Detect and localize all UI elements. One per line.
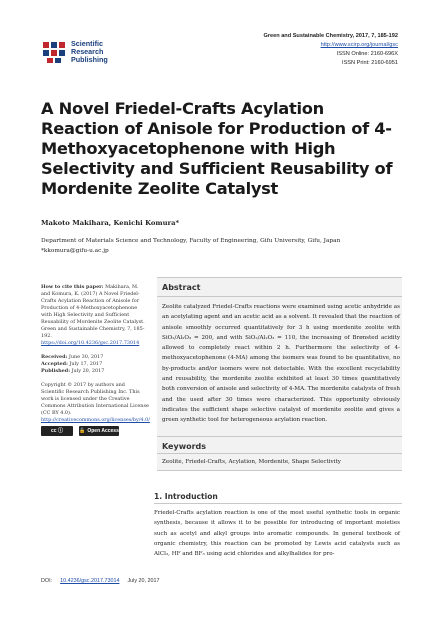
abstract-heading: Abstract (162, 283, 201, 292)
accepted-date: July 17, 2017 (69, 361, 103, 367)
footer-date: July 20, 2017 (127, 578, 160, 584)
publisher-line-1: Scientific (71, 39, 103, 48)
license-link[interactable]: http://creativecommons.org/licenses/by/4.0/ (41, 417, 150, 423)
open-access-badge (79, 426, 119, 436)
scirp-logo-icon (41, 40, 67, 64)
footer-doi-label: DOI: (41, 578, 53, 584)
copyright-block (41, 382, 149, 436)
published-label: Published: (41, 368, 71, 374)
page-footer (41, 578, 160, 584)
introduction-text: Friedel-Crafts acylation reaction is one of the most useful synthetic tools in organic synthesis, because it allows it to be possible for introducing of important moieties such as acetyl and alkyl groups into aromatic compounds. In general textbook of organic chemistry, this reaction can be promoted by Lewis acid catalysts such as AlCl₃, HF and BF₃ using acid chlorides and alkylhalides for pro- (154, 510, 400, 558)
article-title: A Novel Friedel-Crafts Acylation Reaction of Anisole for Production of 4-Methoxyacetophenone with High Selectivity and Sufficient Reusability of Mordenite Zeolite Catalyst (41, 99, 393, 198)
abstract-top-rule (157, 277, 402, 278)
affiliation: Department of Materials Science and Technology, Faculty of Engineering, Gifu University, Gifu, Japan (41, 238, 341, 244)
license-badges (41, 426, 149, 436)
footer-doi-link[interactable]: 10.4236/gsc.2017.73014 (60, 578, 120, 584)
publisher-line-2: Research (71, 47, 104, 57)
cite-label: How to cite this paper: (41, 284, 104, 290)
corresponding-email[interactable]: *kkomura@gifu-u.ac.jp (41, 248, 109, 254)
issn-online: ISSN Online: 2160-696X (336, 51, 398, 57)
received-date: June 30, 2017 (68, 354, 104, 360)
journal-info (263, 32, 398, 68)
introduction-rule (154, 503, 402, 504)
open-access-label: Open Access (87, 427, 119, 434)
journal-title: Green and Sustainable Chemistry, 2017, 7, 185-192 (263, 33, 398, 39)
abstract-text: Zeolite catalyzed Friedel-Crafts reactions were examined using acetic anhydride as an acetylating agent and an acetic acid as a solvent. It revealed that the reaction of anisole smoothly occurred quantitatively for 3 h using mordenite zeolite with SiO₂/Al₂O₃ = 200, and with SiO₂/Al₂O₃ = 110, the increasing of Brønsted acidity allowed to completely react within 2 h. Furthermore the selectivity of 4-methoxyacetophenone (4-MA) among the isomers was found to be quantitative, no by-products and/or isomers were not detectable. With the excellent recyclability and reusability, the mordenite zeolite exhibited at least 30 times quantitatively both conversion of anisole and selectivity of 4-MA. The mordenite catalysts of fresh and the used after 30 times were characterized. This opportunity obviously indicates the sufficient shape selective catalyst of mordenite zeolite and gives a green synthetic tool for heterogeneous acylation reaction. (162, 304, 400, 424)
published-row (41, 368, 149, 375)
open-access-lock-icon: 🔓 (79, 427, 86, 434)
cite-text: Makihara, M. and Komura, K. (2017) A Novel Friedel-Crafts Acylation Reaction of Anisole for Production of 4-Methoxyacetophenone with High Selectivity and Sufficient Reusability of Mordenite Zeolite Catalyst. Green and Sustainable Chemistry, 7, 185-192. (41, 284, 145, 339)
abstract-bottom-rule (157, 470, 402, 471)
published-date: July 20, 2017 (71, 368, 105, 374)
cite-doi-link[interactable]: https://doi.org/10.4236/gsc.2017.73014 (41, 340, 140, 346)
publisher-line-3: Publishing (71, 55, 108, 65)
citation-block (41, 284, 149, 347)
cc-by-badge[interactable]: cc ⓘ (41, 426, 73, 436)
received-row (41, 354, 149, 361)
journal-url-link[interactable]: http://www.scirp.org/journal/gsc (320, 42, 398, 48)
keywords-heading-rule (157, 453, 402, 454)
abstract-heading-rule (157, 296, 402, 297)
introduction-heading: 1. Introduction (154, 492, 218, 501)
accepted-row (41, 361, 149, 368)
dates-block (41, 354, 149, 375)
publisher-logo (41, 40, 108, 65)
keywords-heading: Keywords (162, 442, 207, 451)
issn-print: ISSN Print: 2160-6951 (342, 60, 398, 66)
copyright-text: Copyright © 2017 by authors and Scientific Research Publishing Inc. This work is licensed under the Creative Commons Attribution International License (CC BY 4.0). (41, 382, 149, 416)
article-sidebar (41, 284, 149, 443)
affiliation-block (41, 236, 401, 256)
keywords-top-rule (157, 436, 402, 437)
accepted-label: Accepted: (41, 361, 68, 367)
publisher-name (71, 40, 108, 65)
keywords-text: Zeolite, Friedel-Crafts, Acylation, Mordenite, Shape Selectivity (162, 459, 341, 465)
article-authors: Makoto Makihara, Kenichi Komura* (41, 219, 180, 227)
received-label: Received: (41, 354, 68, 360)
